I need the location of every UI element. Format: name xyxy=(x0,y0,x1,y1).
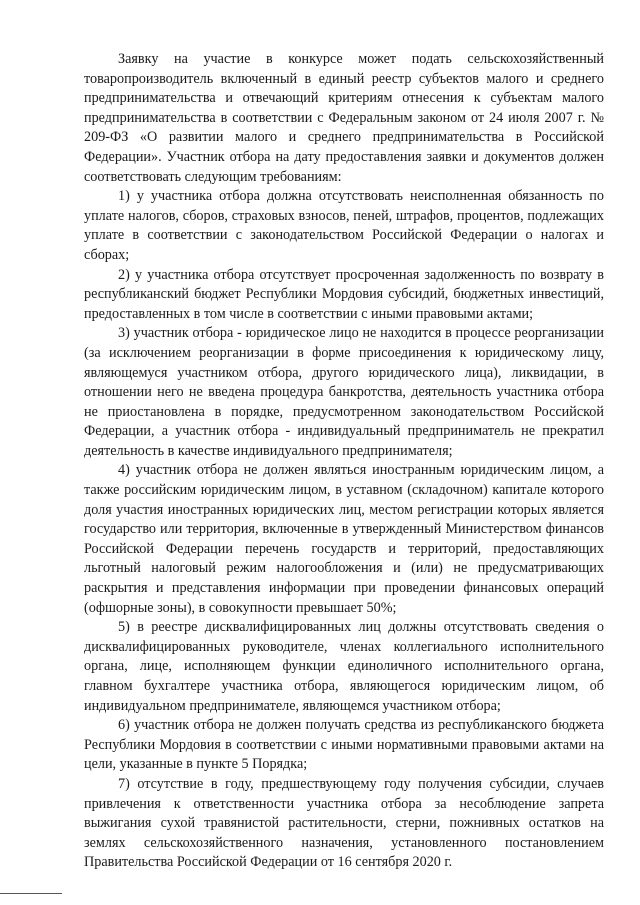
intro-paragraph: Заявку на участие в конкурсе может подать сельскохозяйственный товаропроизводитель включенный в единый реестр субъектов малого и среднего предпринимательства и отвечающий критериям отнесения к субъектам малого предпринимательства в соответствии с Федеральным законом от 24 июля 2007 г. № 209-ФЗ «О развитии малого и среднего предпринимательства в Российской Федерации». Участник отбора на дату предоставления заявки и документов должен соответствовать следующим требованиям: xyxy=(84,51,604,185)
requirement-item-5: 5) в реестре дисквалифицированных лиц должны отсутствовать сведения о дисквалифицированных руководителе, членах коллегиального исполнительного органа, лице, исполняющем функции единоличного исполнительного органа, главном бухгалтере участника отбора, являющегося юридическим лицом, об индивидуальном предпринимателе, являющемся участником отбора; xyxy=(84,619,604,714)
requirement-item-7: 7) отсутствие в году, предшествующему году получения субсидии, случаев привлечения к ответственности участника отбора за несоблюдение запрета выжигания сухой травянистой растительности, стерни, пожнивных остатков на землях сельскохозяйственного назначения, установленного постановлением Правительства Российской Федерации от 16 сентября 2020 г. xyxy=(84,775,604,871)
requirement-item-1: 1) у участника отбора должна отсутствовать неисполненная обязанность по уплате налогов, сборов, страховых взносов, пеней, штрафов, процентов, подлежащих уплате в соответствии с законодательством Российской Федерации о налогах и сборах; xyxy=(84,188,604,263)
requirement-item-6: 6) участник отбора не должен получать средства из республиканского бюджета Республики Мордовия в соответствии с иными нормативными правовыми актами на цели, указанные в пункте 5 Порядка; xyxy=(84,717,604,773)
requirement-item-4: 4) участник отбора не должен являться иностранным юридическим лицом, а также российским юридическим лицом, в уставном (складочном) капитале которого доля участия иностранных юридических лиц, местом регистрации которых является государство или территория, включенные в утвержденный Министерством финансов Российской Федерации перечень государств и территорий, предоставляющих льготный налоговый режим налогообложения и (или) не предусматривающих раскрытия и представления информации при проведении финансовых операций (офшорные зоны), в совокупности превышает 50%; xyxy=(84,462,604,616)
requirement-item-3: 3) участник отбора - юридическое лицо не находится в процессе реорганизации (за исключением реорганизации в форме присоединения к юридическому лицу, являющемуся участником отбора, другого юридического лица), ликвидации, в отношении него не введена процедура банкротства, деятельность участника отбора не приостановлена в порядке, предусмотренном законодательством Российской Федерации, а участник отбора - индивидуальный предприниматель не прекратил деятельность в качестве индивидуального предпринимателя; xyxy=(84,325,604,459)
scan-edge-line xyxy=(0,893,62,894)
requirement-item-2: 2) у участника отбора отсутствует просроченная задолженность по возврату в республиканский бюджет Республики Мордовия субсидий, бюджетных инвестиций, предоставленных в том числе в соответствии с иными правовыми актами; xyxy=(84,266,604,322)
document-page xyxy=(84,50,604,873)
